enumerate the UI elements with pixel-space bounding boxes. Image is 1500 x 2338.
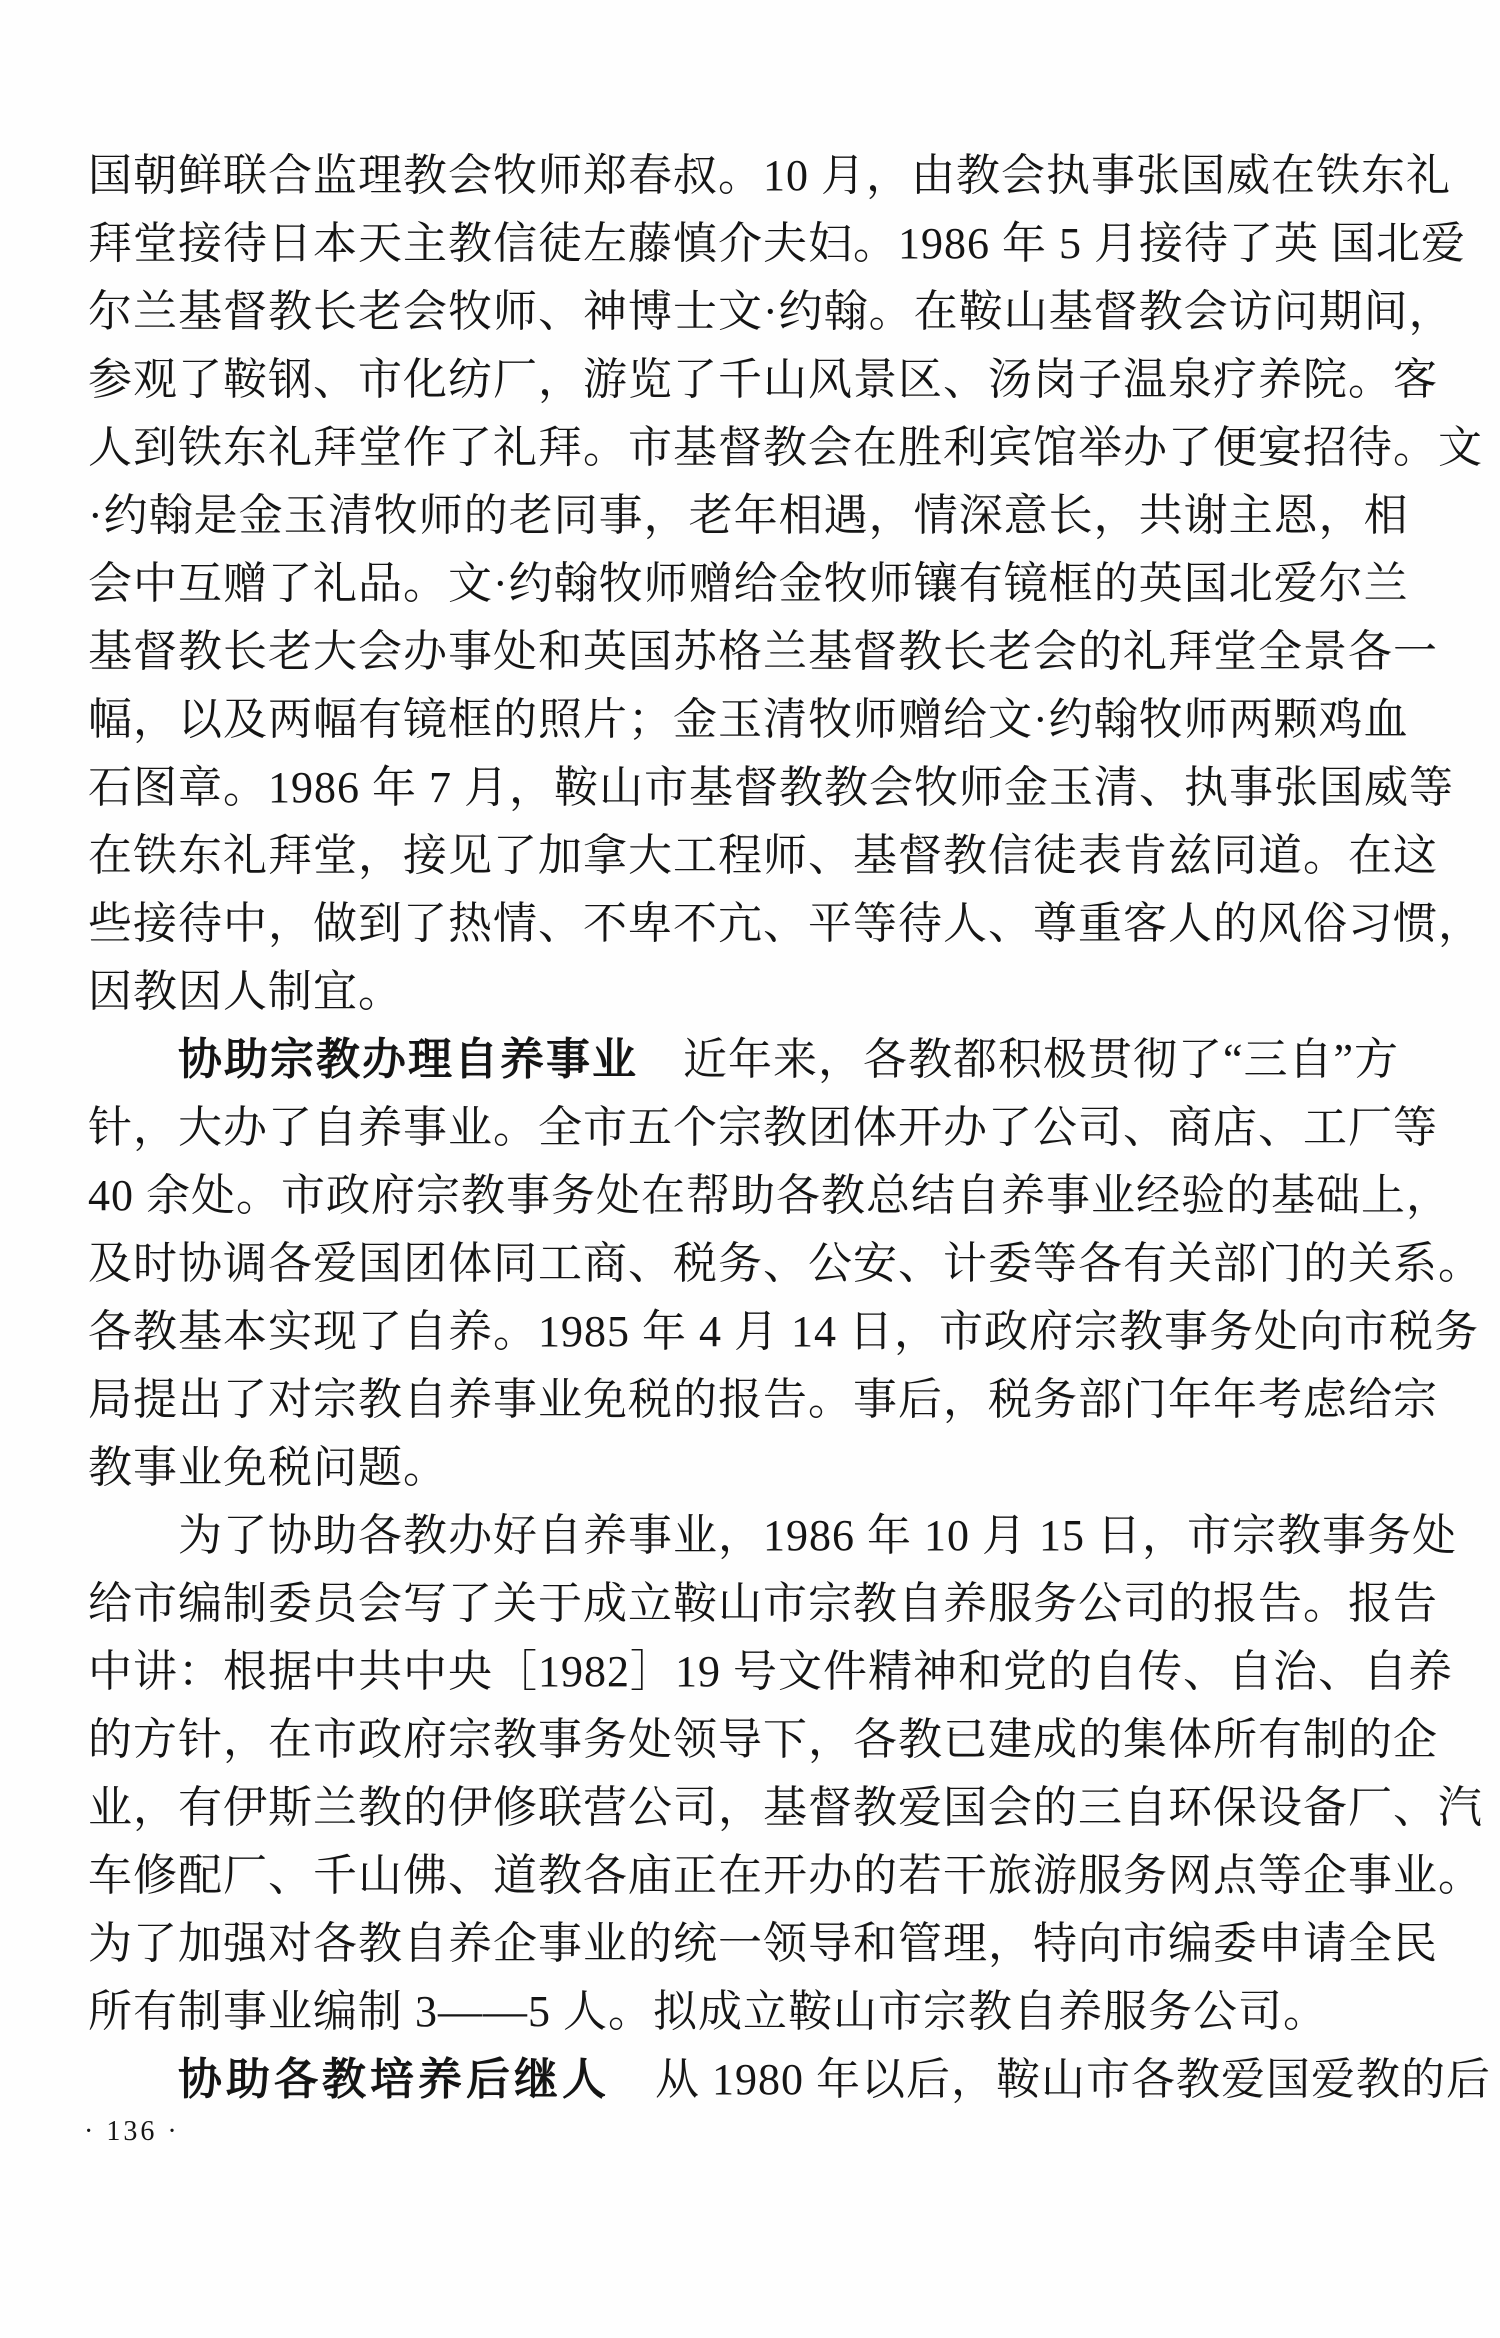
text-line	[88, 1910, 1440, 1978]
text-run: 针，大办了自养事业。全市五个宗教团体开办了公司、商店、工厂等	[88, 1103, 1438, 1152]
text-line	[88, 210, 1466, 278]
text-run: 参观了鞍钢、市化纺厂，游览了千山风景区、汤岗子温泉疗养院。客	[88, 355, 1438, 404]
text-run: 为了协助各教办好自养事业，1986 年 10 月 15 日，市宗教事务处	[178, 1511, 1457, 1560]
text-run: 在铁东礼拜堂，接见了加拿大工程师、基督教信徒表肯兹同道。在这	[88, 831, 1438, 880]
text-line	[88, 1094, 1440, 1162]
text-line	[88, 1230, 1483, 1298]
text-line	[88, 1502, 1457, 1570]
text-run: 局提出了对宗教自养事业免税的报告。事后，税务部门年年考虑给宗	[88, 1375, 1438, 1424]
text-run: 尔兰基督教长老会牧师、神博士文·约翰。在鞍山基督教会访问期间，	[88, 287, 1454, 336]
text-run: 近年来，各教都积极贯彻了“三自”方	[638, 1035, 1400, 1084]
text-run: 为了加强对各教自养企事业的统一领导和管理，特向市编委申请全民	[88, 1919, 1438, 1968]
text-run: 拜堂接待日本天主教信徒左藤慎介夫妇。1986 年 5 月接待了英 国北爱	[88, 219, 1466, 268]
text-line	[88, 1774, 1483, 1842]
text-run: 给市编制委员会写了关于成立鞍山市宗教自养服务公司的报告。报告	[88, 1579, 1438, 1628]
text-run: 教事业免税问题。	[88, 1443, 448, 1492]
text-line	[88, 1026, 1440, 1094]
text-run: 石图章。1986 年 7 月，鞍山市基督教教会牧师金玉清、执事张国威等	[88, 763, 1454, 812]
text-run: 的方针，在市政府宗教事务处领导下，各教已建成的集体所有制的企	[88, 1715, 1438, 1764]
text-run: 所有制事业编制 3——5 人。拟成立鞍山市宗教自养服务公司。	[88, 1987, 1328, 2036]
text-line	[88, 1706, 1440, 1774]
text-line	[88, 142, 1451, 210]
section-heading: 协助各教培养后继人	[178, 2055, 610, 2104]
text-line	[88, 958, 1440, 1026]
text-line	[88, 1434, 1440, 1502]
text-line	[88, 1570, 1440, 1638]
text-run: 从 1980 年以后，鞍山市各教爱国爱教的后	[610, 2055, 1491, 2104]
text-run: 人到铁东礼拜堂作了礼拜。市基督教会在胜利宾馆举办了便宴招待。文	[88, 423, 1483, 472]
text-line	[88, 1978, 1440, 2046]
text-line	[88, 2046, 1491, 2114]
text-line	[88, 1162, 1451, 1230]
text-line	[88, 482, 1440, 550]
text-run: 各教基本实现了自养。1985 年 4 月 14 日，市政府宗教事务处向市税务	[88, 1307, 1479, 1356]
text-run: ·约翰是金玉清牧师的老同事，老年相遇，情深意长，共谢主恩，相	[88, 491, 1409, 540]
text-line	[88, 822, 1440, 890]
text-line	[88, 278, 1454, 346]
text-run: 幅，以及两幅有镜框的照片；金玉清牧师赠给文·约翰牧师两颗鸡血	[88, 695, 1409, 744]
text-line	[88, 618, 1440, 686]
text-line	[88, 414, 1483, 482]
text-run: 国朝鲜联合监理教会牧师郑春叔。10 月，由教会执事张国威在铁东礼	[88, 151, 1451, 200]
text-line	[88, 346, 1440, 414]
text-run: 及时协调各爱国团体同工商、税务、公安、计委等各有关部门的关系。	[88, 1239, 1483, 1288]
text-run: 基督教长老大会办事处和英国苏格兰基督教长老会的礼拜堂全景各一	[88, 627, 1438, 676]
page-number: · 136 ·	[84, 2116, 180, 2147]
text-run: 因教因人制宜。	[88, 967, 403, 1016]
section-heading: 协助宗教办理自养事业	[178, 1035, 638, 1084]
text-line	[88, 1638, 1453, 1706]
text-run: 车修配厂、千山佛、道教各庙正在开办的若干旅游服务网点等企事业。	[88, 1851, 1483, 1900]
text-line	[88, 550, 1440, 618]
text-run: 40 余处。市政府宗教事务处在帮助各教总结自养事业经验的基础上，	[88, 1171, 1451, 1220]
text-line	[88, 754, 1454, 822]
text-line	[88, 1842, 1483, 1910]
text-run: 会中互赠了礼品。文·约翰牧师赠给金牧师镶有镜框的英国北爱尔兰	[88, 559, 1409, 608]
text-line	[88, 890, 1483, 958]
text-line	[88, 686, 1440, 754]
text-run: 业，有伊斯兰教的伊修联营公司，基督教爱国会的三自环保设备厂、汽	[88, 1783, 1483, 1832]
text-run: 些接待中，做到了热情、不卑不亢、平等待人、尊重客人的风俗习惯，	[88, 899, 1483, 948]
text-line	[88, 1298, 1479, 1366]
text-run: 中讲：根据中共中央［1982］19 号文件精神和党的自传、自治、自养	[88, 1647, 1453, 1696]
text-block	[88, 142, 1491, 2114]
text-line	[88, 1366, 1440, 1434]
